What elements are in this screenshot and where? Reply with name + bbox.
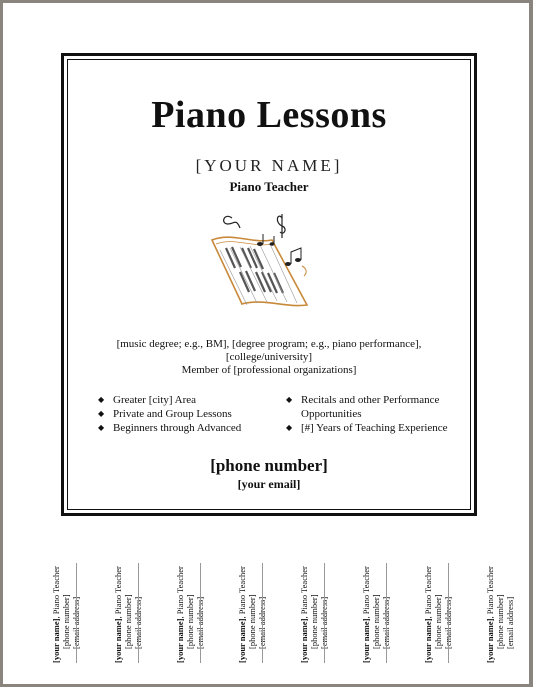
tab-name-line [175,541,185,663]
tab-name-line [485,541,495,663]
credentials [68,338,470,377]
tab-divider [138,563,139,663]
tab-name: [your name] [361,618,371,663]
list-item: ◆ Private and Group Lessons [98,408,232,420]
list-item: ◆ Recitals and other Performance Opportunities [286,394,440,420]
tab-phone: [phone number] [433,594,443,649]
tear-off-tab [139,538,205,663]
tab-email: [email address] [257,596,267,649]
diamond-bullet-icon: ◆ [98,395,105,404]
tab-divider [386,563,387,663]
tab-name-line [51,541,61,663]
features-list-left [98,393,273,435]
tab-name-line [113,541,123,663]
credentials-line: [music degree; e.g., BM], [degree program; e.g., piano performance], [116,338,422,350]
tab-phone: [phone number] [309,594,319,649]
tab-phone: [phone number] [185,594,195,649]
tear-off-tabs [3,538,529,663]
tab-name: [your name] [113,618,123,663]
tab-name: [your name] [423,618,433,663]
list-item: ◆ [#] Years of Teaching Experience [286,422,448,434]
flyer-inner-border [67,59,471,510]
phone-number: [phone number] [210,456,328,475]
tab-name: [your name] [485,618,495,663]
tab-role: , Piano Teacher [361,566,371,619]
tab-role: , Piano Teacher [485,566,495,619]
teacher-name: [YOUR NAME] [195,156,343,175]
tear-off-tab [325,538,391,663]
email-address: [your email] [237,477,301,491]
diamond-bullet-icon: ◆ [98,423,105,432]
tear-off-tab [77,538,143,663]
tab-divider [200,563,201,663]
diamond-bullet-icon: ◆ [286,423,293,432]
tab-divider [76,563,77,663]
tab-email: [email address] [71,596,81,649]
tear-off-tab [15,538,81,663]
tab-divider [262,563,263,663]
diamond-bullet-icon: ◆ [286,395,293,404]
tab-role: , Piano Teacher [51,566,61,619]
tab-divider [448,563,449,663]
tab-name: [your name] [51,618,61,663]
tab-role: , Piano Teacher [423,566,433,619]
tear-off-tab [263,538,329,663]
credentials-line: Member of [professional organizations] [181,364,357,376]
tab-email: [email address] [133,596,143,649]
features-list-right [286,393,471,435]
tab-email: [email address] [505,596,515,649]
tab-email: [email address] [195,596,205,649]
tear-off-tab [449,538,515,663]
tab-email: [email address] [381,596,391,649]
tab-role: , Piano Teacher [175,566,185,619]
list-item: ◆ Beginners through Advanced [98,422,242,434]
flyer-title: Piano Lessons [151,94,387,136]
tear-off-tab [201,538,267,663]
tab-name: [your name] [175,618,185,663]
tab-name: [your name] [299,618,309,663]
tab-phone: [phone number] [123,594,133,649]
tab-email: [email address] [443,596,453,649]
tab-name-line [361,541,371,663]
tab-text [485,541,515,663]
tab-role: , Piano Teacher [299,566,309,619]
flyer-page [3,3,529,684]
tab-phone: [phone number] [61,594,71,649]
tab-phone: [phone number] [495,594,505,649]
tab-role: , Piano Teacher [237,566,247,619]
piano-keys-with-music-notes-icon [202,210,322,315]
tear-off-tab [387,538,453,663]
flyer-border [61,53,477,516]
tab-name-line [237,541,247,663]
tab-name-line [423,541,433,663]
teacher-role: Piano Teacher [229,179,309,194]
tab-name-line [299,541,309,663]
diamond-bullet-icon: ◆ [98,409,105,418]
list-item: ◆ Greater [city] Area [98,394,197,406]
tab-email: [email address] [319,596,329,649]
tab-phone: [phone number] [371,594,381,649]
tab-role: , Piano Teacher [113,566,123,619]
tab-phone: [phone number] [247,594,257,649]
credentials-line: [college/university] [225,351,313,363]
tab-divider [324,563,325,663]
tab-name: [your name] [237,618,247,663]
